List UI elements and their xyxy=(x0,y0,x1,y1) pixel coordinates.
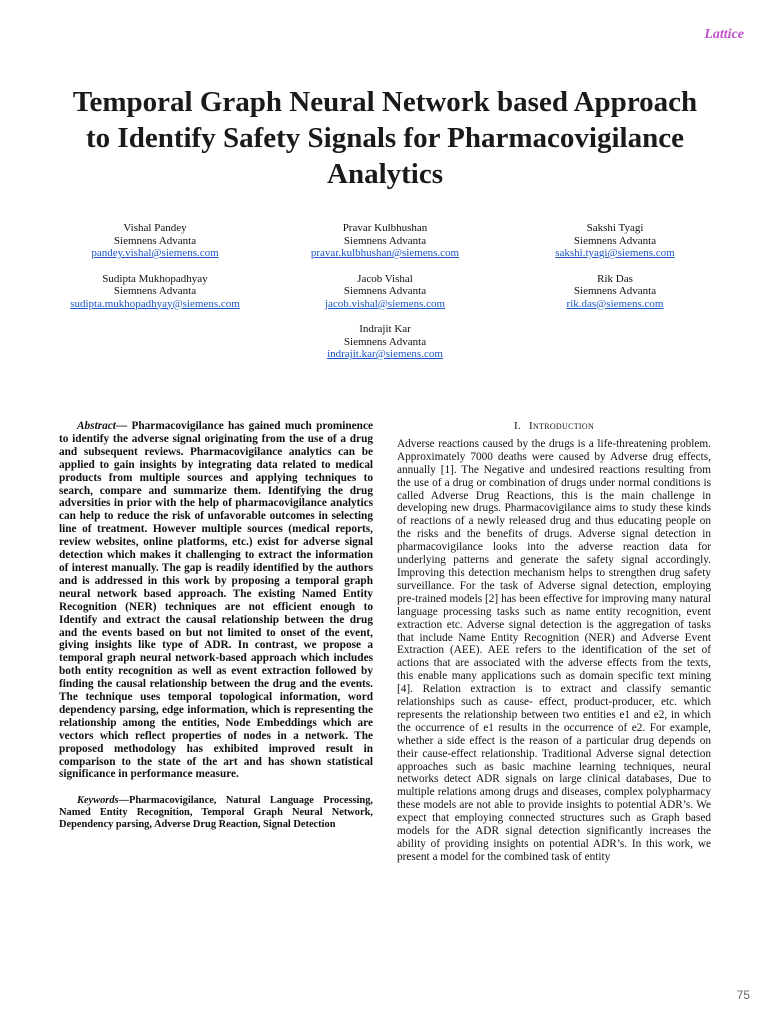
author-block xyxy=(40,222,270,260)
keywords xyxy=(59,795,373,831)
author-affiliation: Siemnens Advanta xyxy=(573,234,657,247)
author-email-link[interactable]: rik.das@siemens.com xyxy=(566,297,664,310)
section-title: Introduction xyxy=(528,420,595,432)
introduction-text: Adverse reactions caused by the drugs is a life-threatening problem. Approximately 7000 deaths were caused by Adverse drug effects, annually [1]. The Negative and undesired reactions resulting from the use of a drug or combination of drugs under normal conditions is called Adverse Drug Reactions, this is the main challenge in developing new drugs. Pharmacovigilance aims to study these kinds of reactions of a newly released drug and thus educating people on the risks and the benefits of drugs. Adverse signal detection in pharmacovigilance looks into the adverse reaction data for underlying patterns and generate the safety signal accordingly. Improving this detection mechanism helps to strengthen drug safety surveillance. For the task of Adverse signal detection, employing pre-trained models [2] has been effective for improving many natural language processing tasks such as name entity recognition, event extraction etc. Adverse signal detection is the aggregation of tasks that include Name Entity Recognition (NER) and Adverse Event Extraction (AEE). AEE refers to the identification of the set of actions that are associated with the adverse effects from the texts, this enable many applications such as domain specific text mining [4]. Relation extraction is to extract and classify semantic relationships such as cause- effect, product-producer, etc. which represents the relationship between two entities e1 and e2, in which the occurrence of e1 results in the occurrence of e2. For example, whether a side effect is the reason of a particular drug depends on their cause-effect relationship. Traditional Adverse signal detection approaches such as basic machine learning techniques, neural networks detect ADR signals on large clinical databases, Due to multiple relations among drugs and diseases, complex polypharmacy these models are not able to provide insights to potential ADR’s. We expect that employing connected structures such as Graph based models for the ADR signal detection significantly increases the ability of providing insights on potential ADR’s. In this work, we present a model for the combined task of entity xyxy=(397,437,711,863)
author-block xyxy=(40,273,270,311)
author-affiliation: Siemnens Advanta xyxy=(343,234,427,247)
right-column xyxy=(397,420,711,864)
author-block xyxy=(270,323,500,361)
author-name: Sakshi Tyagi xyxy=(586,222,644,234)
author-email-link[interactable]: pravar.kulbhushan@siemens.com xyxy=(310,247,460,259)
author-name: Jacob Vishal xyxy=(357,272,413,285)
author-block xyxy=(500,222,730,260)
abstract-label: Abstract— xyxy=(77,420,128,432)
author-email-link[interactable]: indrajit.kar@siemens.com xyxy=(327,348,443,360)
author-affiliation: Siemnens Advanta xyxy=(113,234,197,247)
author-affiliation: Siemnens Advanta xyxy=(573,285,657,297)
author-affiliation: Siemnens Advanta xyxy=(343,335,427,348)
section-number: I. xyxy=(513,420,521,432)
author-block xyxy=(270,222,500,260)
author-name: Sudipta Mukhopadhyay xyxy=(102,272,208,285)
left-column xyxy=(59,420,373,831)
author-email-link[interactable]: sudipta.mukhopadhyay@siemens.com xyxy=(70,297,240,310)
author-list xyxy=(40,222,730,361)
author-email-link[interactable]: sakshi.tyagi@siemens.com xyxy=(555,247,675,259)
abstract xyxy=(59,420,373,781)
author-name: Rik Das xyxy=(597,272,633,285)
keywords-text: Pharmacovigilance, Natural Language Processing, Named Entity Recognition, Temporal Graph Neural Network, Dependency parsing, Adverse Drug Reaction, Signal Detection xyxy=(59,795,373,831)
author-block xyxy=(500,273,730,311)
author-email-link[interactable]: pandey.vishal@siemens.com xyxy=(91,247,219,259)
page-number: 75 xyxy=(736,988,750,1002)
author-affiliation: Siemnens Advanta xyxy=(113,285,197,297)
paper-title: Temporal Graph Neural Network based Approach to Identify Safety Signals for Pharmacovigilance Analytics xyxy=(72,86,698,190)
author-name: Vishal Pandey xyxy=(123,222,187,234)
keywords-label: Keywords— xyxy=(77,795,129,807)
section-heading-introduction xyxy=(397,420,711,433)
author-name: Indrajit Kar xyxy=(359,323,411,335)
author-block xyxy=(270,273,500,311)
journal-name: Lattice xyxy=(704,27,744,42)
abstract-text: Pharmacovigilance has gained much prominence to identify the adverse signal originating from the use of a drug and subsequent reviews. Pharmacovigilance analytics can be applied to gain insights by integrating data related to medical products from multiple sources and applying techniques to search, compare and summarize them. Identifying the drug adversities in prior with the help of pharmacovigilance analytics can help to reduce the risk of unfavorable outcomes in selecting line of treatment. However multiple sources (medical reports, review websites, online platforms, etc.) exist for adverse signal detection which makes it challenging to extract the information of interest manually. The gap is readily identified by the authors and is addressed in this work by proposing a temporal graph neural network based approach. The existing Named Entity Recognition (NER) techniques are not efficient enough to Identify and extract the causal relationship between the drug and the events based on but not limited to onset of the event, giving insights like type of ADR. In contrast, we propose a temporal graph neural network-based approach which includes both entity recognition as well as event extraction followed by finding the causal relationship between the drug and the events. The technique uses temporal topological information, word dependency parsing, edge information, which is representing the relationship among the entities, Node Embeddings which are vectors which reflect properties of nodes in a network. The proposed methodology has exhibited improved result in comparison to the state of the art and has shown statistical significance in performance measure. xyxy=(59,420,373,781)
author-name: Pravar Kulbhushan xyxy=(342,222,428,234)
author-affiliation: Siemnens Advanta xyxy=(343,285,427,297)
author-email-link[interactable]: jacob.vishal@siemens.com xyxy=(324,297,446,310)
